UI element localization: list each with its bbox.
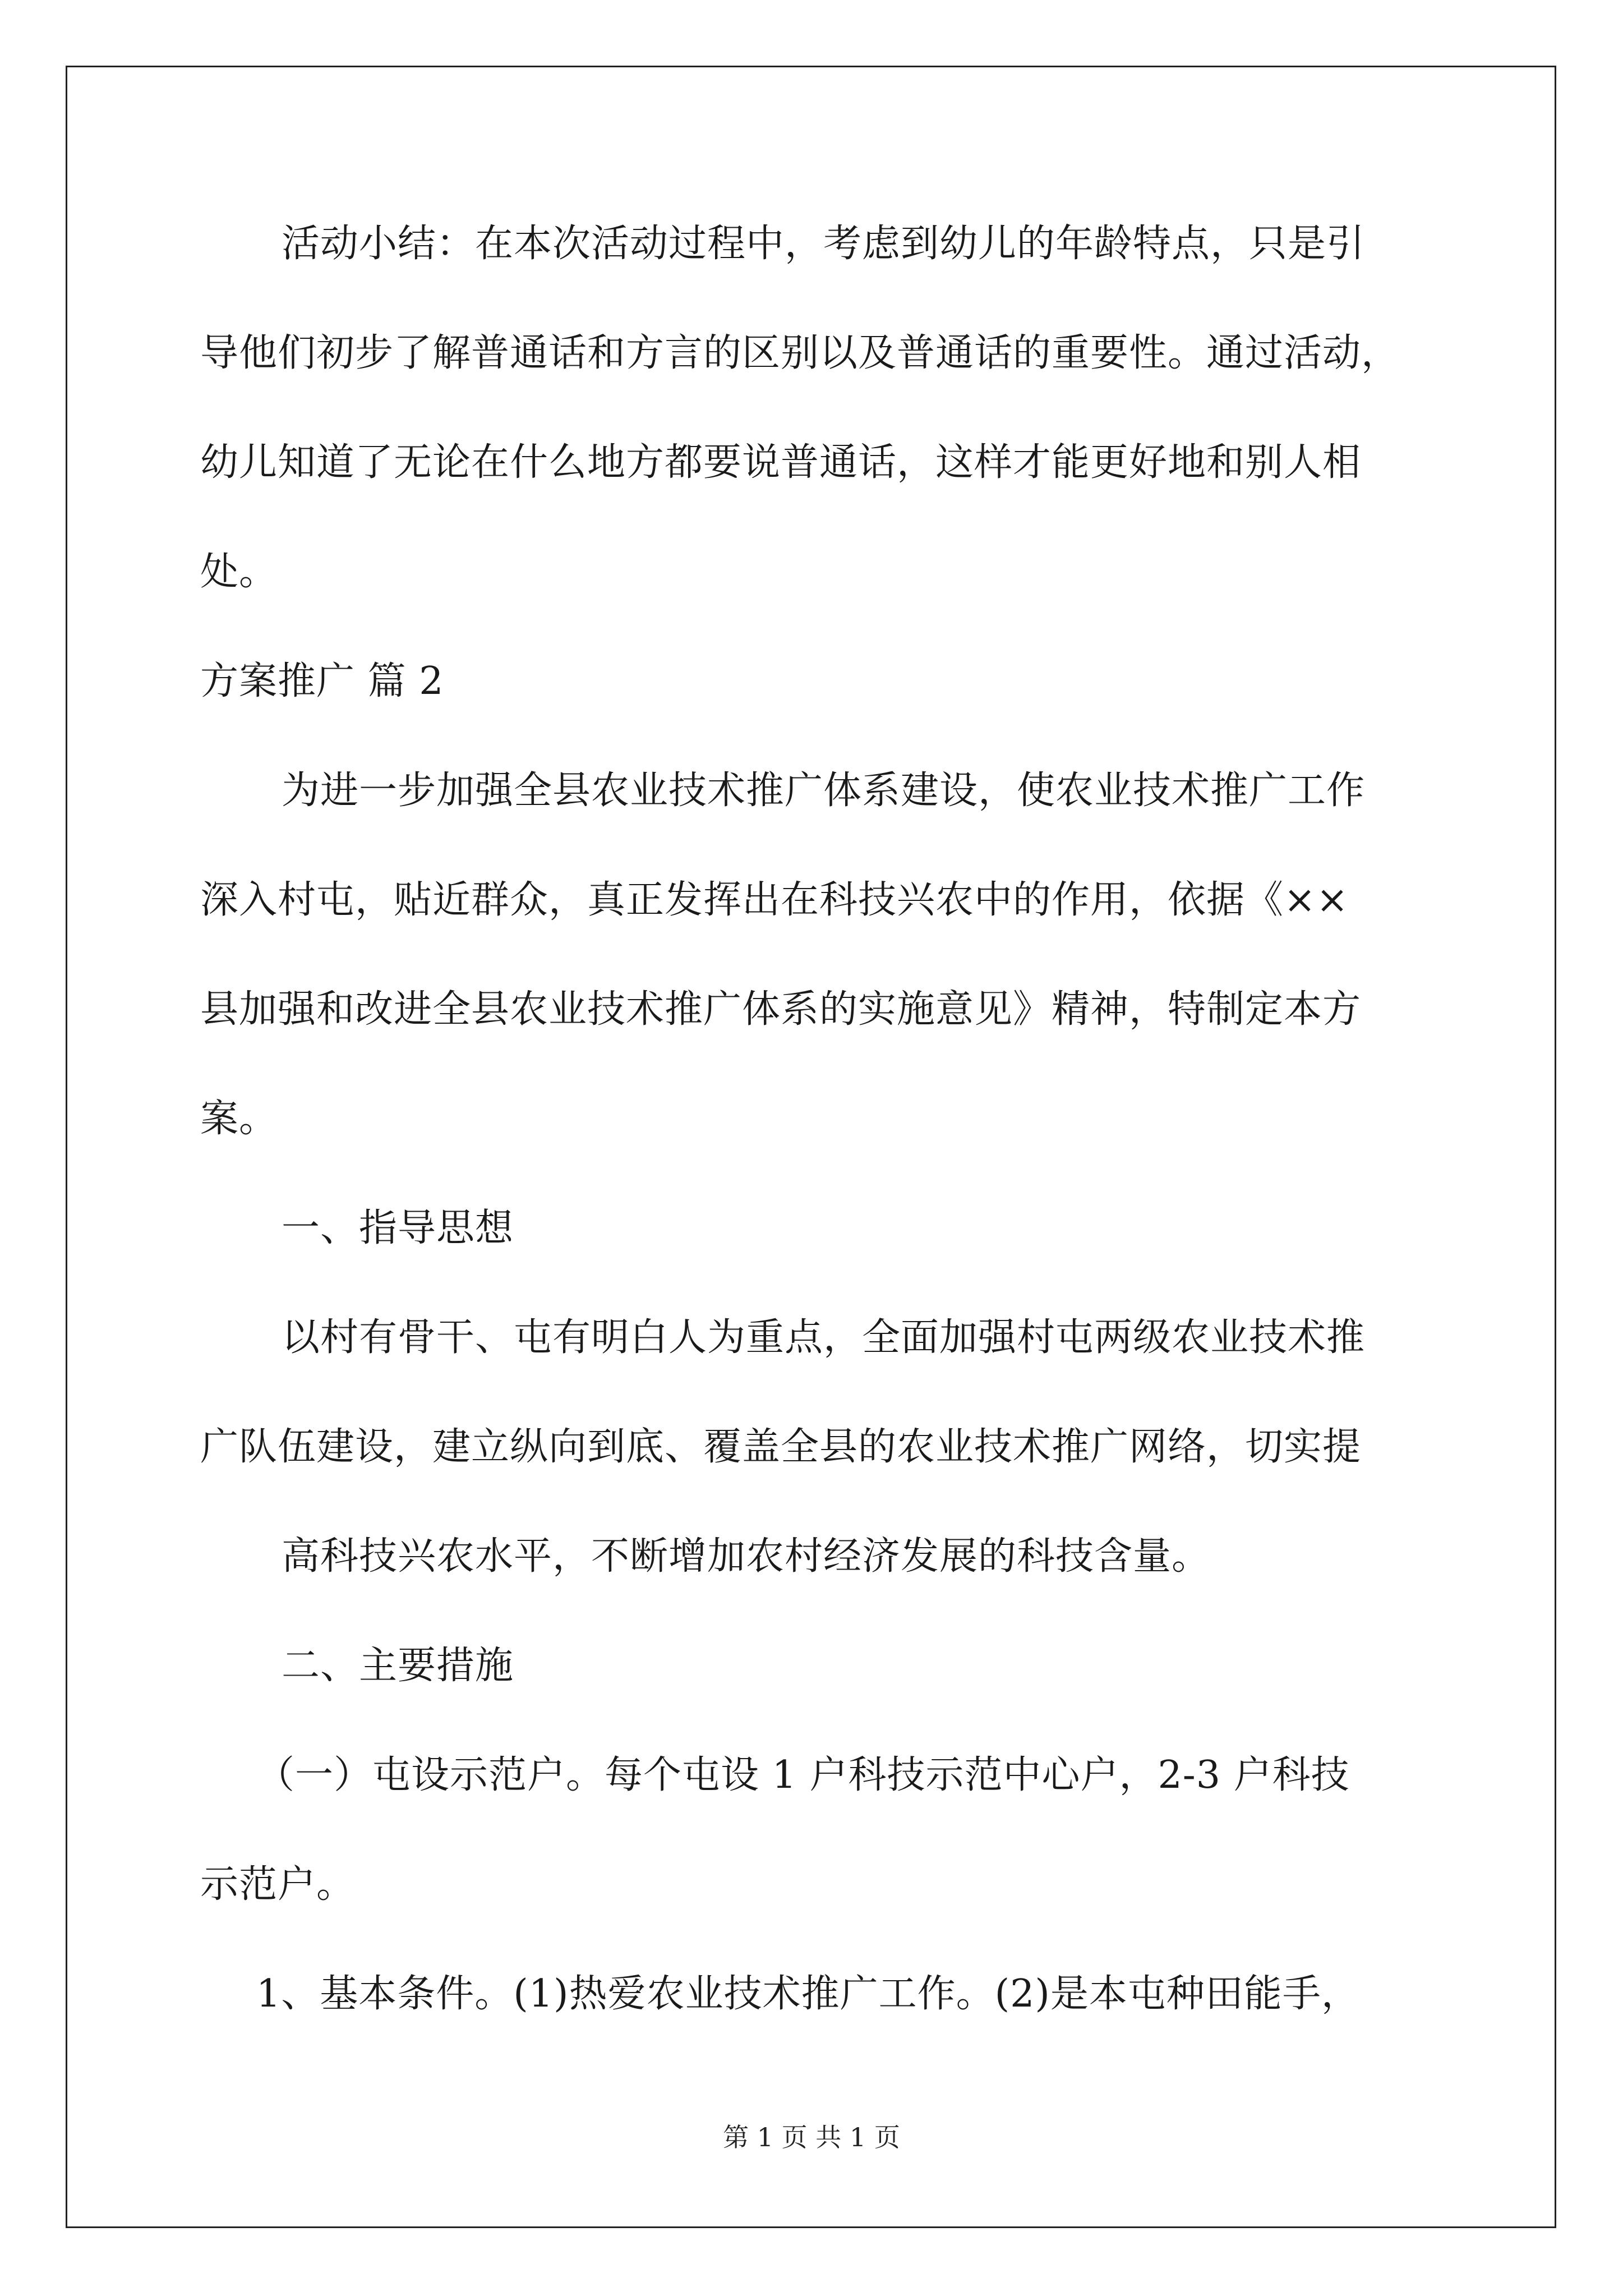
paragraph-line: 为进一步加强全县农业技术推广体系建设，使农业技术推广工作 (282, 769, 1366, 813)
paragraph-line: 广队伍建设，建立纵向到底、覆盖全县的农业技术推广网络，切实提 (200, 1425, 1362, 1469)
paragraph-line: 处。 (200, 550, 278, 594)
paragraph-line: 以村有骨干、屯有明白人为重点，全面加强村屯两级农业技术推 (282, 1315, 1366, 1360)
paragraph-line: 深入村屯，贴近群众，真正发挥出在科技兴农中的作用，依据《×× (200, 878, 1349, 922)
page-footer: 第 1 页 共 1 页 (723, 2122, 900, 2152)
section-heading: 方案推广 篇 2 (200, 659, 444, 703)
paragraph-line: 幼儿知道了无论在什么地方都要说普通话，这样才能更好地和别人相 (200, 440, 1362, 485)
paragraph-line: 县加强和改进全县农业技术推广体系的实施意见》精神，特制定本方 (200, 987, 1362, 1032)
paragraph-line: 高科技兴农水平，不断增加农村经济发展的科技含量。 (282, 1534, 1211, 1579)
paragraph-line: 案。 (200, 1097, 278, 1141)
paragraph-line: 活动小结：在本次活动过程中，考虑到幼儿的年龄特点，只是引 (282, 222, 1366, 266)
paragraph-line: 导他们初步了解普通话和方言的区别以及普通话的重要性。通过活动， (200, 331, 1400, 375)
paragraph-line: 示范户。 (200, 1862, 356, 1907)
paragraph-line: （一）屯设示范户。每个屯设 1 户科技示范中心户，2-3 户科技 (256, 1753, 1350, 1797)
subsection-heading: 一、指导思想 (282, 1206, 514, 1250)
subsection-heading: 二、主要措施 (282, 1644, 514, 1688)
paragraph-line: 1、基本条件。(1)热爱农业技术推广工作。(2)是本屯种田能手， (256, 1972, 1360, 2016)
